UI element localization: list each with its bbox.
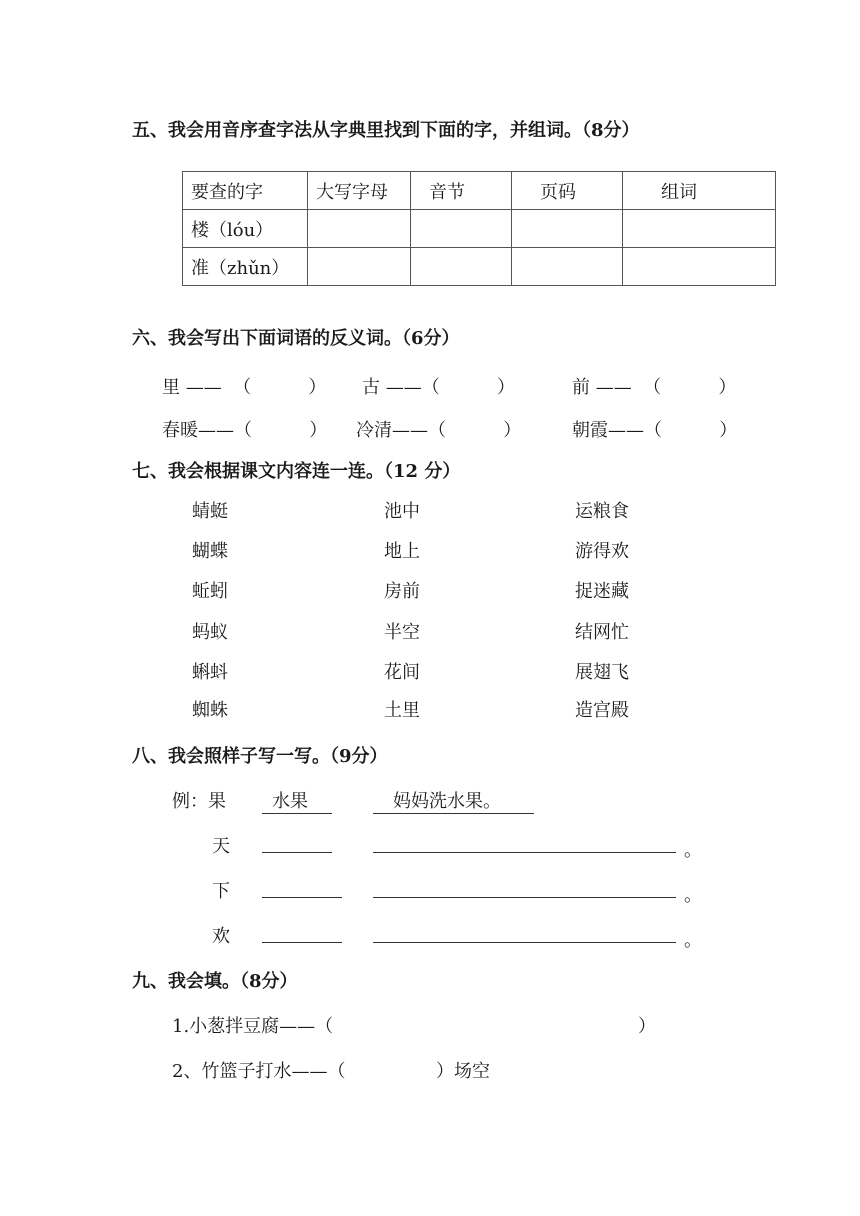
sentence-blank[interactable] [373,897,676,898]
fill-question-2-prefix: 2、竹篮子打水——（ [172,1061,346,1082]
match-middle-item[interactable]: 池中 [384,501,420,522]
table-cell[interactable] [623,210,776,248]
example-word [262,787,332,814]
end-mark: 。 [684,840,702,861]
table-row [183,248,776,286]
table-cell[interactable] [411,210,512,248]
fill-question-1-prefix: 1.小葱拌豆腐——（ [172,1016,334,1037]
match-middle-item[interactable]: 地上 [384,541,420,562]
example-label: 例：果 [172,791,226,812]
match-left-item[interactable]: 蜘蛛 [192,700,228,721]
end-mark: 。 [684,930,702,951]
table-cell[interactable] [512,210,623,248]
section-9-title: 九、我会填。（8分） [132,971,298,992]
section-6-title: 六、我会写出下面词语的反义词。（6分） [132,328,460,349]
antonym-item: 古 ——（ ） [362,377,515,398]
table-header-row [183,172,776,210]
table-header-cell: 页码 [512,172,623,210]
exercise-char: 天 [212,836,230,857]
sentence-blank[interactable] [373,852,676,853]
match-right-item[interactable]: 运粮食 [575,501,629,522]
table-header-cell: 大写字母 [308,172,411,210]
table-row [183,210,776,248]
example-sentence [373,787,534,814]
match-middle-item[interactable]: 花间 [384,662,420,683]
end-mark: 。 [684,885,702,906]
match-left-item[interactable]: 蚯蚓 [192,581,228,602]
table-cell: 楼（lóu） [183,210,308,248]
match-left-item[interactable]: 蝌蚪 [192,662,228,683]
word-blank[interactable] [262,852,332,853]
table-cell: 准（zhǔn） [183,248,308,286]
section-7-title: 七、我会根据课文内容连一连。（12 分） [132,461,461,482]
sentence-blank[interactable] [373,942,676,943]
exercise-char: 下 [212,881,230,902]
match-middle-item[interactable]: 土里 [384,700,420,721]
table-cell[interactable] [411,248,512,286]
match-left-item[interactable]: 蜻蜓 [192,501,228,522]
match-right-item[interactable]: 游得欢 [575,541,629,562]
example-word-text: 水果 [272,791,308,812]
word-blank[interactable] [262,897,342,898]
match-left-item[interactable]: 蚂蚁 [192,622,228,643]
antonym-item: 里 —— （ ） [162,377,327,398]
match-right-item[interactable]: 结网忙 [575,622,629,643]
table-cell[interactable] [623,248,776,286]
table-cell[interactable] [308,248,411,286]
match-right-item[interactable]: 造宫殿 [575,700,629,721]
table-cell[interactable] [308,210,411,248]
match-middle-item[interactable]: 房前 [384,581,420,602]
table-header-cell: 组词 [623,172,776,210]
table-header-cell: 音节 [411,172,512,210]
table-header-cell: 要查的字 [183,172,308,210]
match-right-item[interactable]: 展翅飞 [575,662,629,683]
section-5-title: 五、我会用音序查字法从字典里找到下面的字，并组词。（8分） [132,120,640,141]
match-middle-item[interactable]: 半空 [384,622,420,643]
antonym-item: 春暖——（ ） [162,420,328,441]
fill-question-2-suffix: ）场空 [436,1061,490,1082]
fill-question-1-suffix: ） [638,1016,656,1037]
table-cell[interactable] [512,248,623,286]
word-blank[interactable] [262,942,342,943]
dictionary-table [182,171,776,286]
match-right-item[interactable]: 捉迷藏 [575,581,629,602]
antonym-item: 冷清——（ ） [356,420,522,441]
example-sentence-text: 妈妈洗水果。 [393,791,501,812]
antonym-item: 朝霞——（ ） [572,420,738,441]
section-8-title: 八、我会照样子写一写。（9分） [132,746,388,767]
match-left-item[interactable]: 蝴蝶 [192,541,228,562]
exercise-char: 欢 [212,926,230,947]
antonym-item: 前 —— （ ） [572,377,737,398]
